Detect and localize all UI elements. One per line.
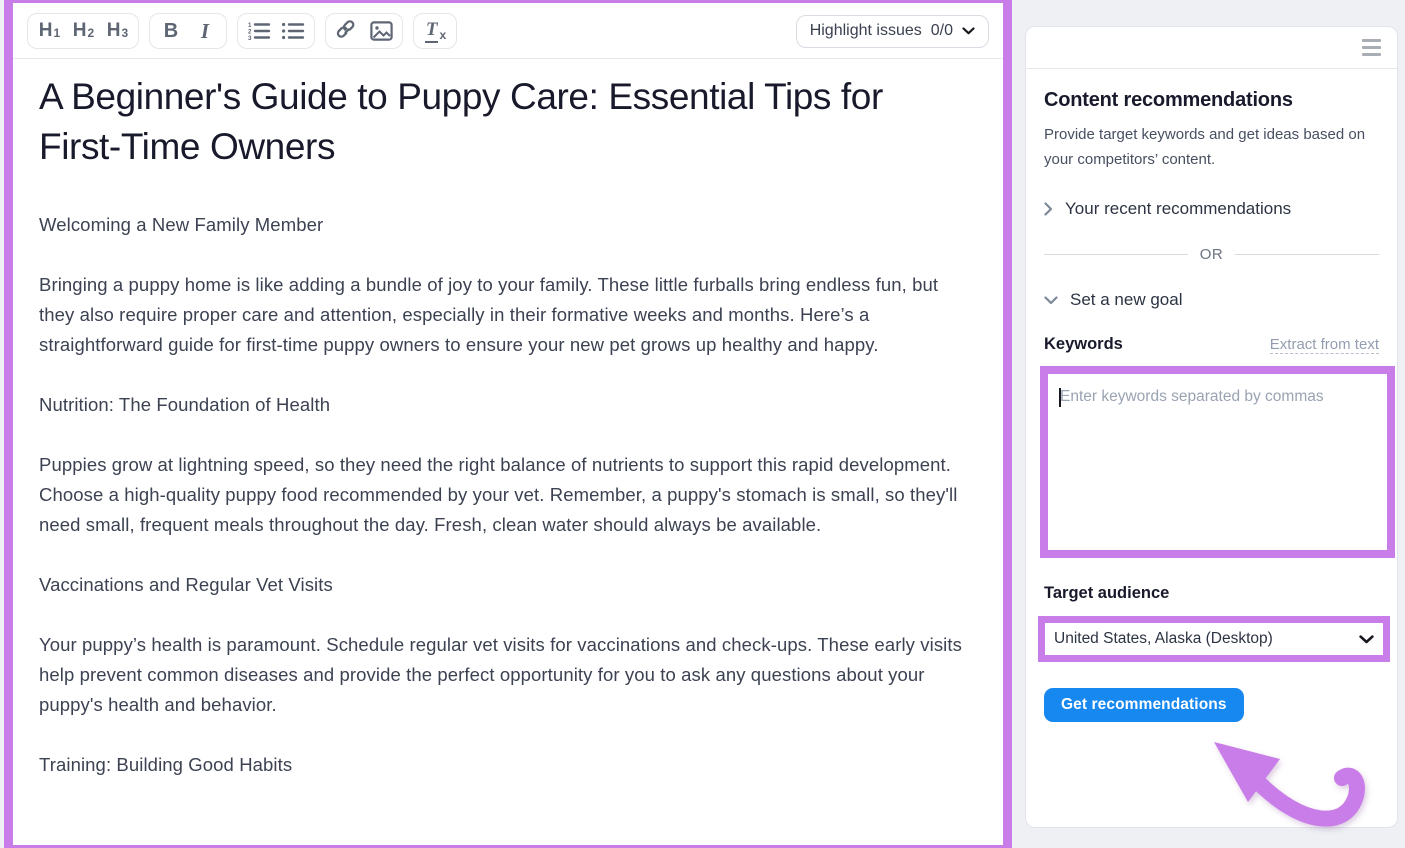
get-recommendations-button[interactable]: Get recommendations bbox=[1044, 688, 1244, 722]
chevron-down-icon bbox=[1359, 635, 1374, 644]
document-paragraph[interactable]: Puppies grow at lightning speed, so they need the right balance of nutrients to support this rapid development. Choose a high-quality puppy food recommended by your vet. Remember, a puppy's stomach is small, so they'll need small, frequent meals throughout the day. Fresh, clean water should always be available. bbox=[39, 454, 958, 535]
list-button-group bbox=[237, 13, 315, 49]
keywords-annotation-frame bbox=[1040, 366, 1395, 558]
h3-label: H bbox=[106, 20, 121, 41]
h3-button[interactable] bbox=[100, 16, 134, 46]
link-icon bbox=[336, 20, 358, 42]
heading-button-group bbox=[27, 13, 139, 49]
chevron-right-icon bbox=[1044, 202, 1053, 216]
highlight-issues-count: 0/0 bbox=[930, 22, 953, 39]
chevron-down-icon bbox=[1044, 296, 1058, 305]
document-paragraph[interactable]: Your puppy’s health is paramount. Schedule regular vet visits for vaccinations and check-ups. These early visits help prevent common diseases and provide the perfect opportunity for you to ask any questions about your puppy's health and behavior. bbox=[39, 634, 962, 715]
editor-toolbar bbox=[13, 3, 1003, 59]
chevron-down-icon bbox=[962, 27, 975, 35]
panel-description: Provide target keywords and get ideas based on your competitors’ content. bbox=[1044, 126, 1366, 168]
divider-line bbox=[1044, 254, 1188, 255]
h2-button[interactable] bbox=[66, 16, 100, 46]
highlight-issues-dropdown[interactable] bbox=[796, 15, 989, 48]
text-style-button-group bbox=[149, 13, 227, 49]
image-button[interactable] bbox=[364, 16, 398, 46]
keywords-input-wrap bbox=[1048, 374, 1387, 550]
document-paragraph[interactable]: Welcoming a New Family Member bbox=[39, 214, 324, 235]
link-button[interactable] bbox=[330, 16, 364, 46]
keywords-label: Keywords bbox=[1044, 335, 1123, 353]
menu-icon[interactable] bbox=[1362, 39, 1381, 56]
insert-button-group bbox=[325, 13, 403, 49]
document-paragraph[interactable]: Vaccinations and Regular Vet Visits bbox=[39, 574, 333, 595]
bold-button[interactable]: B bbox=[154, 16, 188, 46]
keywords-header-row bbox=[1044, 335, 1379, 354]
h3-sub: 3 bbox=[121, 26, 129, 40]
bullet-list-button[interactable] bbox=[276, 16, 310, 46]
content-recommendations-panel bbox=[1025, 26, 1398, 828]
highlight-issues-label: Highlight issues bbox=[809, 22, 922, 39]
h1-sub: 1 bbox=[53, 26, 61, 40]
text-cursor bbox=[1059, 388, 1061, 407]
document-paragraph[interactable]: Bringing a puppy home is like adding a bundle of joy to your family. These little furballs bring endless fun, but they also require proper care and attention, especially in their formative weeks and months. Here’s a straightforward guide for first-time puppy owners to ensure your new pet grows up healthy and happy. bbox=[39, 274, 939, 355]
set-new-goal-label: Set a new goal bbox=[1070, 290, 1183, 309]
target-audience-label: Target audience bbox=[1044, 584, 1170, 602]
clear-format-button-group bbox=[413, 13, 457, 49]
set-new-goal-toggle[interactable] bbox=[1044, 290, 1379, 310]
document-paragraph[interactable]: Training: Building Good Habits bbox=[39, 754, 293, 775]
clear-formatting-x: x bbox=[439, 28, 447, 42]
document-editor[interactable] bbox=[13, 59, 1003, 780]
h2-sub: 2 bbox=[87, 26, 95, 40]
editor-annotation-frame bbox=[4, 0, 1012, 848]
h1-label: H bbox=[38, 20, 53, 41]
svg-text:3: 3 bbox=[248, 34, 252, 42]
svg-text:1: 1 bbox=[248, 21, 252, 29]
recent-recommendations-toggle[interactable] bbox=[1044, 199, 1379, 219]
italic-button[interactable]: I bbox=[188, 16, 222, 46]
ordered-list-button[interactable] bbox=[242, 16, 276, 46]
target-audience-select[interactable] bbox=[1045, 623, 1383, 655]
extract-from-text-link[interactable]: Extract from text bbox=[1269, 336, 1379, 353]
panel-title: Content recommendations bbox=[1044, 89, 1293, 111]
document-title[interactable]: A Beginner's Guide to Puppy Care: Essential Tips for First-Time Owners bbox=[39, 76, 883, 167]
clear-formatting-t: T bbox=[425, 19, 439, 43]
target-audience-value: United States, Alaska (Desktop) bbox=[1054, 630, 1273, 647]
panel-body bbox=[1026, 69, 1397, 722]
ordered-list-icon bbox=[247, 20, 271, 42]
divider-line bbox=[1235, 254, 1379, 255]
h1-button[interactable] bbox=[32, 16, 66, 46]
svg-text:2: 2 bbox=[248, 28, 252, 36]
target-audience-annotation-frame bbox=[1038, 616, 1390, 662]
document-paragraph[interactable]: Nutrition: The Foundation of Health bbox=[39, 394, 331, 415]
or-divider bbox=[1044, 246, 1379, 263]
h2-label: H bbox=[72, 20, 87, 41]
panel-header bbox=[1026, 27, 1397, 69]
bullet-list-icon bbox=[281, 20, 305, 42]
image-icon bbox=[370, 21, 393, 41]
recent-recommendations-label: Your recent recommendations bbox=[1065, 199, 1292, 218]
clear-formatting-button[interactable] bbox=[418, 16, 452, 46]
or-label: OR bbox=[1199, 246, 1224, 263]
keywords-input[interactable] bbox=[1048, 374, 1387, 550]
